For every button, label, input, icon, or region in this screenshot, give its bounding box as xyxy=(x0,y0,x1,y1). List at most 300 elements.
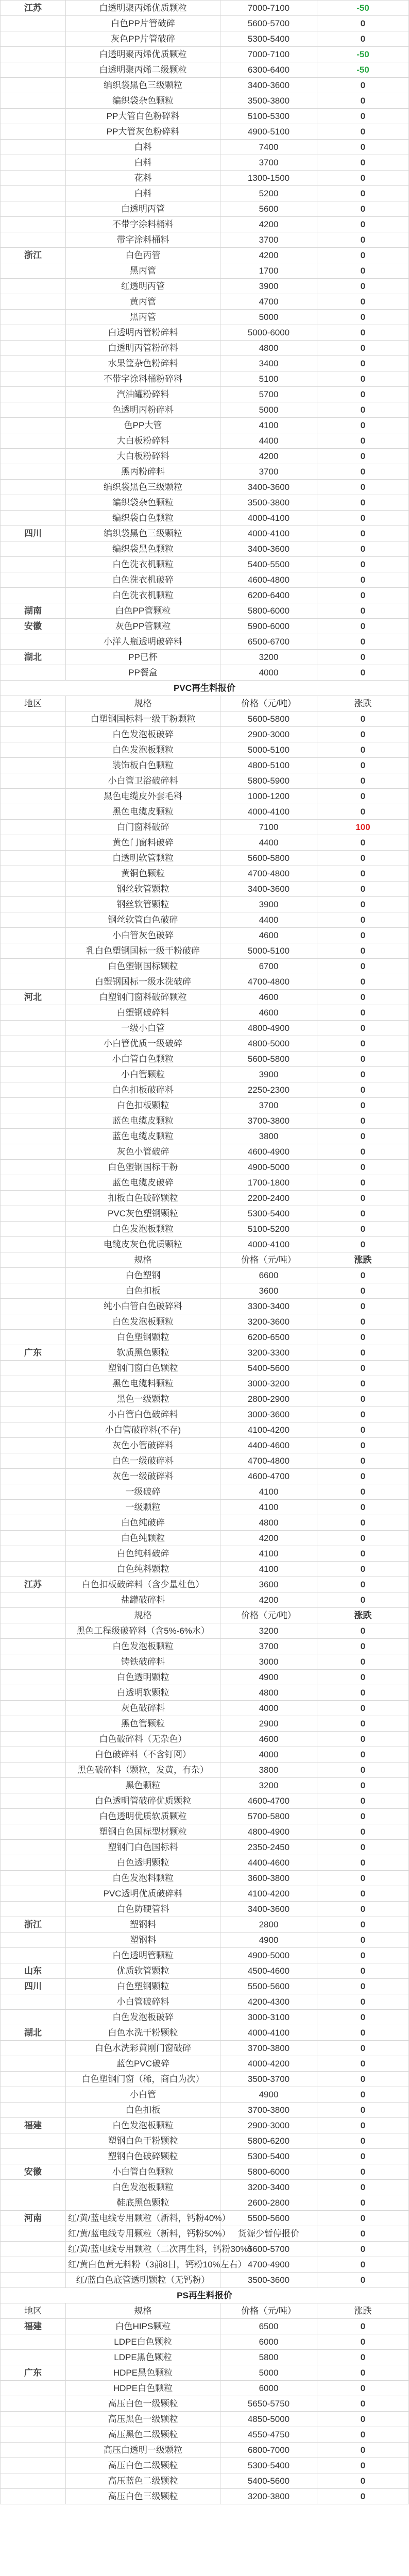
table-row xyxy=(1,1948,409,1963)
change-cell: 0 xyxy=(317,1654,409,1670)
product-cell: 白色发泡板颗粒 xyxy=(66,2118,220,2133)
price-cell: 3600 xyxy=(220,1283,317,1299)
change-cell: 0 xyxy=(317,851,409,866)
price-cell: 2200-2400 xyxy=(220,1191,317,1206)
price-cell: 7000-7100 xyxy=(220,1,317,16)
price-cell: 5600-5800 xyxy=(220,1052,317,1067)
table-row xyxy=(1,1963,409,1979)
table-row xyxy=(1,511,409,526)
change-cell: 0 xyxy=(317,557,409,572)
price-cell: 4900 xyxy=(220,1670,317,1685)
product-cell: 黑色一级颗粒 xyxy=(66,1392,220,1407)
change-cell: 0 xyxy=(317,1701,409,1716)
price-cell: 4700 xyxy=(220,294,317,310)
table-row xyxy=(1,1160,409,1175)
change-cell: 0 xyxy=(317,650,409,665)
region-cell xyxy=(1,263,66,279)
price-cell: 3000 xyxy=(220,1654,317,1670)
table-row xyxy=(1,1237,409,1252)
product-cell: 灰色PP管颗粒 xyxy=(66,619,220,634)
region-cell: 四川 xyxy=(1,526,66,541)
table-row xyxy=(1,294,409,310)
region-cell xyxy=(1,2427,66,2443)
table-row xyxy=(1,47,409,62)
change-cell: 0 xyxy=(317,1809,409,1824)
change-cell: 0 xyxy=(317,882,409,897)
region-cell xyxy=(1,1299,66,1314)
table-row xyxy=(1,1191,409,1206)
change-cell: 0 xyxy=(317,2257,409,2273)
table-row xyxy=(1,418,409,433)
price-cell: 4400 xyxy=(220,912,317,928)
price-cell: 5000 xyxy=(220,2365,317,2381)
price-cell: 货源少暂停报价 xyxy=(220,2226,317,2242)
price-cell: 5500-5600 xyxy=(220,1979,317,1994)
product-cell: 白色发泡板颗粒 xyxy=(66,742,220,758)
change-cell: 0 xyxy=(317,16,409,31)
region-cell xyxy=(1,1562,66,1577)
change-cell: 0 xyxy=(317,1268,409,1283)
table-row xyxy=(1,1871,409,1886)
table-row xyxy=(1,711,409,727)
product-cell: 白塑钢国标一级水洗破碎 xyxy=(66,974,220,990)
region-cell xyxy=(1,464,66,480)
region-cell xyxy=(1,2473,66,2489)
region-cell xyxy=(1,1237,66,1252)
region-cell xyxy=(1,1654,66,1670)
pvc-section-header xyxy=(1,681,409,711)
table-row xyxy=(1,2211,409,2226)
price-cell: 4900 xyxy=(220,1933,317,1948)
price-cell: 4600-4700 xyxy=(220,1793,317,1809)
change-cell: 0 xyxy=(317,2226,409,2242)
product-cell: 白色透明颗粒 xyxy=(66,1855,220,1871)
region-cell xyxy=(1,1871,66,1886)
price-cell: 3800 xyxy=(220,1762,317,1778)
region-cell xyxy=(1,371,66,387)
product-cell: 红/蓝白色底管透明颗粒（无钙粉） xyxy=(66,2273,220,2288)
change-cell: 0 xyxy=(317,2473,409,2489)
region-cell xyxy=(1,1021,66,1036)
product-cell: 小白管卫浴破碎料 xyxy=(66,773,220,789)
price-cell: 5700 xyxy=(220,387,317,402)
price-cell: 5000 xyxy=(220,402,317,418)
product-cell: 白色发泡板颗粒 xyxy=(66,1222,220,1237)
pvc-section-body xyxy=(1,711,409,2288)
change-cell: 0 xyxy=(317,1948,409,1963)
change-cell: 0 xyxy=(317,1407,409,1422)
table-row xyxy=(1,1144,409,1160)
region-cell xyxy=(1,2396,66,2412)
price-cell: 3400-3600 xyxy=(220,882,317,897)
region-cell xyxy=(1,1500,66,1515)
product-cell: 白色发泡板颗粒 xyxy=(66,1314,220,1330)
change-cell: 0 xyxy=(317,2273,409,2288)
product-cell: 白色扣板破碎料 xyxy=(66,1082,220,1098)
region-cell xyxy=(1,1392,66,1407)
table-row xyxy=(1,2149,409,2164)
change-cell: 0 xyxy=(317,1144,409,1160)
table-row xyxy=(1,2412,409,2427)
change-cell: 0 xyxy=(317,1036,409,1052)
table-row xyxy=(1,1314,409,1330)
product-cell: 高压白色三级颗粒 xyxy=(66,2489,220,2504)
product-cell: 白色扣板 xyxy=(66,1283,220,1299)
region-cell xyxy=(1,1546,66,1562)
price-cell: 4850-5000 xyxy=(220,2412,317,2427)
table-row xyxy=(1,2319,409,2334)
product-cell: 高压黑色一级颗粒 xyxy=(66,2412,220,2427)
change-cell: 0 xyxy=(317,1021,409,1036)
table-row xyxy=(1,1345,409,1361)
change-cell: 0 xyxy=(317,2025,409,2041)
table-row xyxy=(1,62,409,78)
region-cell xyxy=(1,773,66,789)
price-cell: 3700 xyxy=(220,155,317,171)
change-cell: 0 xyxy=(317,217,409,232)
table-row xyxy=(1,2195,409,2211)
region-cell xyxy=(1,1005,66,1021)
price-cell: 3400-3600 xyxy=(220,541,317,557)
table-row xyxy=(1,2072,409,2087)
product-cell: 黑色管颗粒 xyxy=(66,1716,220,1732)
table-row xyxy=(1,789,409,804)
product-cell: 白透明丙管 xyxy=(66,201,220,217)
product-cell: 钢丝软管颗粒 xyxy=(66,882,220,897)
table-row xyxy=(1,1515,409,1531)
table-row xyxy=(1,402,409,418)
region-cell xyxy=(1,804,66,820)
product-cell: 盐罐破碎料 xyxy=(66,1592,220,1608)
table-row xyxy=(1,1639,409,1654)
price-cell: 4700-4800 xyxy=(220,1453,317,1469)
change-cell: 0 xyxy=(317,109,409,124)
price-cell: 6300-6400 xyxy=(220,62,317,78)
price-cell: 7400 xyxy=(220,140,317,155)
price-cell: 4600 xyxy=(220,1005,317,1021)
table-row xyxy=(1,2180,409,2195)
price-cell: 5800-5900 xyxy=(220,773,317,789)
product-cell: 编织袋黑色三级颗粒 xyxy=(66,526,220,541)
region-cell: 河南 xyxy=(1,2211,66,2226)
change-cell: 0 xyxy=(317,1670,409,1685)
ps-section-title: PS再生料报价 xyxy=(1,2288,409,2303)
product-cell: 塑钢门窗白色颗粒 xyxy=(66,1361,220,1376)
price-cell: 4000 xyxy=(220,1747,317,1762)
product-cell: 小白管灰色破碎 xyxy=(66,928,220,943)
price-cell: 6700 xyxy=(220,959,317,974)
table-row xyxy=(1,1546,409,1562)
product-cell: 白色洗衣机颗粒 xyxy=(66,588,220,603)
table-row xyxy=(1,2427,409,2443)
table-row xyxy=(1,140,409,155)
product-cell: 水果筐杂色粉碎料 xyxy=(66,356,220,371)
change-cell: 0 xyxy=(317,1824,409,1840)
product-cell: 编织袋黑色三级颗粒 xyxy=(66,78,220,93)
product-cell: 白色发泡料颗粒 xyxy=(66,1871,220,1886)
region-cell xyxy=(1,2133,66,2149)
product-cell: 高压白色二级颗粒 xyxy=(66,2458,220,2473)
region-cell xyxy=(1,2072,66,2087)
price-cell: 3900 xyxy=(220,897,317,912)
region-cell xyxy=(1,1994,66,2010)
price-cell: 4500-4600 xyxy=(220,1963,317,1979)
table-row xyxy=(1,1330,409,1345)
product-cell: 编织袋黑色三级颗粒 xyxy=(66,480,220,495)
change-cell: 0 xyxy=(317,1639,409,1654)
region-cell xyxy=(1,1747,66,1762)
price-cell: 4000 xyxy=(220,1701,317,1716)
table-row xyxy=(1,882,409,897)
table-row xyxy=(1,1716,409,1732)
region-cell xyxy=(1,2010,66,2025)
change-cell: 0 xyxy=(317,1979,409,1994)
price-cell: 4600-4800 xyxy=(220,572,317,588)
change-cell: 0 xyxy=(317,1283,409,1299)
change-cell: 0 xyxy=(317,1546,409,1562)
change-cell: 0 xyxy=(317,572,409,588)
region-cell xyxy=(1,912,66,928)
table-row xyxy=(1,31,409,47)
product-cell: 白色扣板破碎料（含少量杜色） xyxy=(66,1577,220,1592)
price-cell: 5000-5100 xyxy=(220,742,317,758)
price-cell: 3900 xyxy=(220,1067,317,1082)
product-cell: LDPE白色颗粒 xyxy=(66,2334,220,2350)
region-cell xyxy=(1,665,66,681)
price-cell: 5800-6200 xyxy=(220,2133,317,2149)
region-cell xyxy=(1,2226,66,2242)
price-cell: 3700-3800 xyxy=(220,2103,317,2118)
table-row xyxy=(1,1670,409,1685)
region-cell xyxy=(1,47,66,62)
change-cell: 0 xyxy=(317,186,409,201)
change-cell: 0 xyxy=(317,588,409,603)
region-cell xyxy=(1,943,66,959)
table-row xyxy=(1,1701,409,1716)
region-cell xyxy=(1,742,66,758)
table-row xyxy=(1,2010,409,2025)
table-row xyxy=(1,1994,409,2010)
region-cell: 河北 xyxy=(1,990,66,1005)
region-cell xyxy=(1,1036,66,1052)
table-row xyxy=(1,974,409,990)
price-cell: 6200-6400 xyxy=(220,588,317,603)
price-cell: 3300-3400 xyxy=(220,1299,317,1314)
region-cell xyxy=(1,1376,66,1392)
table-row xyxy=(1,232,409,248)
product-cell: 小白管白色颗粒 xyxy=(66,2164,220,2180)
change-cell: 0 xyxy=(317,1747,409,1762)
table-row xyxy=(1,912,409,928)
price-cell: 2900 xyxy=(220,1716,317,1732)
price-cell: 6000 xyxy=(220,2334,317,2350)
region-cell xyxy=(1,433,66,449)
region-cell xyxy=(1,402,66,418)
product-cell: LDPE黑色颗粒 xyxy=(66,2350,220,2365)
region-cell xyxy=(1,2087,66,2103)
price-cell: 5000-5100 xyxy=(220,943,317,959)
price-cell: 3200 xyxy=(220,650,317,665)
product-cell: 白透明软管颗粒 xyxy=(66,851,220,866)
change-cell: 0 xyxy=(317,2489,409,2504)
change-cell: 0 xyxy=(317,1345,409,1361)
price-cell: 6500 xyxy=(220,2319,317,2334)
change-cell: 0 xyxy=(317,1762,409,1778)
product-cell: PVC透明优质破碎料 xyxy=(66,1886,220,1902)
product-cell: 纯小白管白色破碎料 xyxy=(66,1299,220,1314)
table-row xyxy=(1,727,409,742)
product-cell: 钢丝软管颗粒 xyxy=(66,897,220,912)
table-row xyxy=(1,572,409,588)
price-cell: 4800 xyxy=(220,1515,317,1531)
product-cell: PP大管灰色粉碎料 xyxy=(66,124,220,140)
change-cell: 0 xyxy=(317,2427,409,2443)
table-row xyxy=(1,2226,409,2242)
product-cell: 黑色电缆皮外套毛料 xyxy=(66,789,220,804)
change-cell: 0 xyxy=(317,835,409,851)
table-row xyxy=(1,93,409,109)
table-row xyxy=(1,279,409,294)
change-cell: -50 xyxy=(317,62,409,78)
price-cell: 5300-5400 xyxy=(220,1206,317,1222)
table-row xyxy=(1,1052,409,1067)
region-cell xyxy=(1,31,66,47)
table-row xyxy=(1,2458,409,2473)
product-cell: 白色透明颗粒 xyxy=(66,1670,220,1685)
region-cell xyxy=(1,1129,66,1144)
region-cell: 安徽 xyxy=(1,619,66,634)
price-cell: 5600-5800 xyxy=(220,711,317,727)
product-cell: 白透明软颗粒 xyxy=(66,1685,220,1701)
region-cell xyxy=(1,1144,66,1160)
product-cell: 白色扣板颗粒 xyxy=(66,1098,220,1113)
change-cell: 0 xyxy=(317,1855,409,1871)
product-cell: 不带字涂料桶粉碎料 xyxy=(66,371,220,387)
change-cell: 0 xyxy=(317,1453,409,1469)
region-cell xyxy=(1,78,66,93)
change-cell: 0 xyxy=(317,959,409,974)
change-cell: 0 xyxy=(317,928,409,943)
price-cell: 3600-3800 xyxy=(220,1871,317,1886)
region-cell xyxy=(1,2041,66,2056)
change-cell: 0 xyxy=(317,511,409,526)
region-cell xyxy=(1,1824,66,1840)
product-cell: 黄铜色颗粒 xyxy=(66,866,220,882)
price-cell: 价格（元/吨） xyxy=(220,1252,317,1268)
price-cell: 4100 xyxy=(220,418,317,433)
product-cell: 塑钢门白色国标料 xyxy=(66,1840,220,1855)
table-row xyxy=(1,742,409,758)
region-cell xyxy=(1,310,66,325)
table-row xyxy=(1,2443,409,2458)
change-cell: 0 xyxy=(317,2072,409,2087)
product-cell: 黑丙管 xyxy=(66,310,220,325)
region-cell xyxy=(1,1948,66,1963)
change-cell: 0 xyxy=(317,1732,409,1747)
region-cell xyxy=(1,186,66,201)
region-cell xyxy=(1,727,66,742)
product-cell: 小白管优质一级破碎 xyxy=(66,1036,220,1052)
change-cell: 0 xyxy=(317,866,409,882)
change-cell: 0 xyxy=(317,943,409,959)
table-row xyxy=(1,1021,409,1036)
table-row xyxy=(1,2041,409,2056)
table-row xyxy=(1,773,409,789)
price-cell: 5300-5400 xyxy=(220,2149,317,2164)
product-cell: 软质黑色颗粒 xyxy=(66,1345,220,1361)
pvc-section-title: PVC再生料报价 xyxy=(1,681,409,696)
change-cell: 0 xyxy=(317,2396,409,2412)
region-cell xyxy=(1,1252,66,1268)
price-cell: 4100 xyxy=(220,1500,317,1515)
change-cell: 0 xyxy=(317,1562,409,1577)
price-cell: 1700 xyxy=(220,263,317,279)
region-cell xyxy=(1,1082,66,1098)
price-cell: 4000-4100 xyxy=(220,1237,317,1252)
change-cell: 0 xyxy=(317,1299,409,1314)
change-cell: 0 xyxy=(317,665,409,681)
change-cell: 0 xyxy=(317,1361,409,1376)
change-cell: 0 xyxy=(317,1623,409,1639)
product-cell: 小白管颗粒 xyxy=(66,1067,220,1082)
change-cell: 0 xyxy=(317,2010,409,2025)
product-cell: 黑色破碎料（颗粒，发黄，有杂） xyxy=(66,1762,220,1778)
region-cell xyxy=(1,171,66,186)
product-cell: 白色HIPS颗粒 xyxy=(66,2319,220,2334)
region-cell: 浙江 xyxy=(1,248,66,263)
region-cell xyxy=(1,2381,66,2396)
price-cell: 3400-3600 xyxy=(220,480,317,495)
price-cell: 3900 xyxy=(220,279,317,294)
product-cell: 白色防硬管料 xyxy=(66,1902,220,1917)
product-cell: 红/黄/蓝电线专用颗粒（新料，钙粉40%） xyxy=(66,2211,220,2226)
table-row xyxy=(1,387,409,402)
change-cell: 0 xyxy=(317,310,409,325)
region-cell xyxy=(1,1793,66,1809)
product-cell: 白色塑钢门窗（稀，商白为次） xyxy=(66,2072,220,2087)
ps-header-region: 地区 xyxy=(1,2303,66,2319)
region-cell: 湖南 xyxy=(1,603,66,619)
table-row xyxy=(1,109,409,124)
region-cell xyxy=(1,1191,66,1206)
region-cell: 广东 xyxy=(1,2365,66,2381)
price-cell: 4900-5000 xyxy=(220,1160,317,1175)
product-cell: 白色纯颗粒 xyxy=(66,1531,220,1546)
price-cell: 4800-4900 xyxy=(220,1824,317,1840)
table-row xyxy=(1,2273,409,2288)
region-cell: 江苏 xyxy=(1,1577,66,1592)
table-row xyxy=(1,495,409,511)
region-cell xyxy=(1,1902,66,1917)
table-row xyxy=(1,1577,409,1592)
table-row xyxy=(1,943,409,959)
product-cell: 装饰板白色颗粒 xyxy=(66,758,220,773)
region-cell: 广东 xyxy=(1,1345,66,1361)
region-cell xyxy=(1,866,66,882)
table-row xyxy=(1,1608,409,1623)
price-cell: 4400 xyxy=(220,835,317,851)
region-cell xyxy=(1,232,66,248)
change-cell: 0 xyxy=(317,2103,409,2118)
product-cell: 黑色工程级破碎料（含5%-6%水） xyxy=(66,1623,220,1639)
region-cell xyxy=(1,1067,66,1082)
table-row xyxy=(1,1113,409,1129)
product-cell: 白透明聚丙烯二级颗粒 xyxy=(66,62,220,78)
region-cell: 山东 xyxy=(1,1963,66,1979)
change-cell: 0 xyxy=(317,1531,409,1546)
change-cell: 0 xyxy=(317,912,409,928)
table-row xyxy=(1,1747,409,1762)
